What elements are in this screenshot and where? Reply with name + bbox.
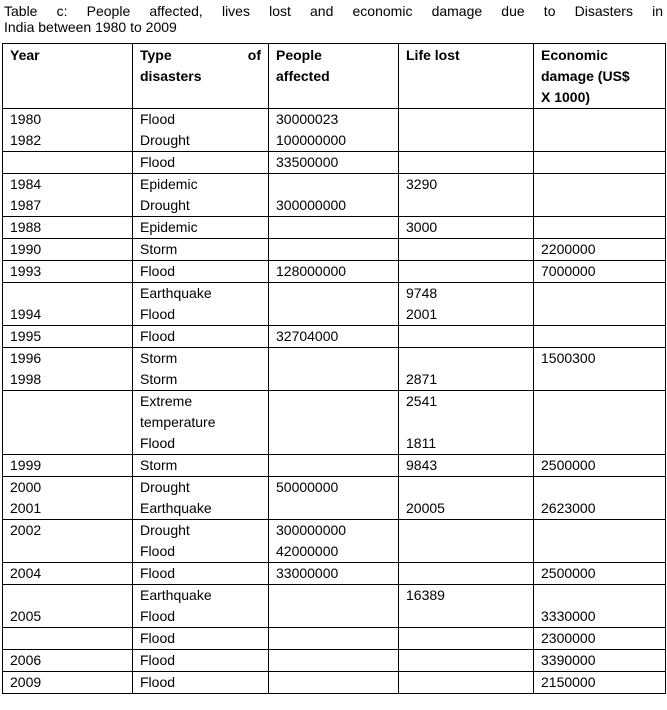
cell-line: 2500000 [541,565,596,581]
cell-line [276,455,391,476]
cell-line [276,304,391,325]
cell-damage [534,174,666,217]
cell-line [406,563,526,584]
cell-line [406,477,526,498]
cell-life [399,391,534,455]
cell-line [10,283,125,304]
cell-line: 1998 [10,371,42,387]
cell-people [269,152,399,174]
cell-line: 2871 [406,371,438,387]
cell-line: Flood [140,652,176,668]
cell-line: 9843 [406,457,438,473]
cell-line [406,650,526,671]
cell-line: 2200000 [541,241,596,257]
cell-people [269,628,399,650]
cell-line: Drought [140,132,190,148]
col-header-type-line-1 [140,45,261,66]
cell-people [269,455,399,477]
cell-line: Flood [140,543,176,559]
cell-line: 2006 [10,652,42,668]
cell-line [406,326,526,347]
table-row [3,174,666,217]
cell-line [541,130,658,151]
cell-line: Flood [140,565,176,581]
cell-line [276,217,391,238]
cell-type [133,348,269,391]
cell-line [276,498,391,519]
cell-line [406,109,526,130]
cell-line: 2541 [406,393,438,409]
cell-damage [534,326,666,348]
cell-line: Flood [140,154,176,170]
table-caption [4,3,663,35]
cell-damage [534,477,666,520]
cell-type [133,152,269,174]
cell-line [541,412,658,433]
cell-line [541,585,658,606]
table-row [3,628,666,650]
cell-people [269,477,399,520]
col-header-people-line-2: affected [276,68,330,84]
cell-line [276,174,391,195]
cell-year [3,520,133,563]
cell-line: Storm [140,371,178,387]
cell-line [276,391,391,412]
cell-line: 2150000 [541,674,596,690]
cell-line: Drought [140,197,190,213]
cell-line: 1980 [10,111,42,127]
cell-line: 1984 [10,176,42,192]
caption-line-2: India between 1980 to 2009 [4,19,177,35]
cell-line [10,585,125,606]
table-row [3,348,666,391]
cell-line: Extreme [140,393,193,409]
col-header-life-label: Life lost [406,47,460,63]
table-row [3,391,666,455]
cell-damage [534,109,666,152]
cell-life [399,152,534,174]
col-header-damage [534,44,666,109]
cell-line [541,326,658,347]
cell-line: 1996 [10,350,42,366]
cell-line: 2004 [10,565,42,581]
cell-damage [534,261,666,283]
cell-line: Flood [140,674,176,690]
table-row [3,650,666,672]
cell-line: 20005 [406,500,445,516]
cell-line: Drought [140,479,190,495]
cell-line: 32704000 [276,328,339,344]
cell-line: Flood [140,111,176,127]
table-row [3,326,666,348]
cell-people [269,109,399,152]
cell-line [276,433,391,454]
cell-line: 2005 [10,608,42,624]
col-header-damage-line-1: Economic [541,47,608,63]
cell-line [10,391,125,412]
cell-life [399,239,534,261]
cell-line [541,109,658,130]
table-row [3,455,666,477]
cell-damage [534,348,666,391]
cell-line [406,606,526,627]
cell-type [133,239,269,261]
col-header-type [133,44,269,109]
cell-line: 33500000 [276,154,339,170]
cell-line: Flood [140,435,176,451]
cell-people [269,563,399,585]
cell-damage [534,239,666,261]
cell-life [399,261,534,283]
cell-line: Epidemic [140,219,198,235]
cell-year [3,152,133,174]
cell-year [3,585,133,628]
cell-line: 2001 [10,500,42,516]
caption-line-1: Table c: People affected, lives lost and economic damage due to Disasters in [4,3,663,19]
cell-line [406,130,526,151]
cell-line [406,628,526,649]
cell-people [269,217,399,239]
cell-line: 3290 [406,176,438,192]
cell-line [276,239,391,260]
cell-line: 3000 [406,219,438,235]
cell-type [133,563,269,585]
cell-line: 1994 [10,306,42,322]
cell-line: 1990 [10,241,42,257]
cell-line: Earthquake [140,500,212,516]
table-row [3,477,666,520]
cell-people [269,239,399,261]
cell-line [541,152,658,173]
cell-people [269,326,399,348]
cell-line [276,348,391,369]
col-header-people [269,44,399,109]
cell-line [10,152,125,173]
cell-line: Flood [140,328,176,344]
cell-line: 1995 [10,328,42,344]
cell-line: 9748 [406,285,438,301]
cell-people [269,672,399,694]
cell-people [269,650,399,672]
cell-line [10,412,125,433]
cell-line [541,369,658,390]
cell-line: 2000 [10,479,42,495]
cell-year [3,563,133,585]
cell-line: 128000000 [276,263,347,279]
cell-line [406,520,526,541]
cell-people [269,391,399,455]
cell-life [399,585,534,628]
col-header-damage-line-3: X 1000) [541,89,591,105]
cell-life [399,109,534,152]
table-body [3,109,666,694]
cell-line: Flood [140,630,176,646]
cell-line [276,672,391,693]
cell-line: 300000000 [276,522,347,538]
cell-year [3,109,133,152]
cell-line: Earthquake [140,285,212,301]
cell-year [3,477,133,520]
cell-year [3,283,133,326]
cell-line: 1993 [10,263,42,279]
cell-line: Drought [140,522,190,538]
cell-line [406,348,526,369]
cell-line [541,541,658,562]
cell-type [133,391,269,455]
table-row [3,239,666,261]
col-header-life [399,44,534,109]
cell-life [399,563,534,585]
cell-line: Storm [140,350,178,366]
cell-year [3,672,133,694]
cell-line [276,628,391,649]
cell-type [133,455,269,477]
cell-line [406,261,526,282]
cell-line: Epidemic [140,176,198,192]
table-row [3,585,666,628]
cell-line [276,606,391,627]
cell-line [10,628,125,649]
cell-line [541,477,658,498]
cell-damage [534,672,666,694]
cell-life [399,628,534,650]
cell-line [276,369,391,390]
cell-people [269,261,399,283]
cell-life [399,283,534,326]
cell-line [541,174,658,195]
cell-type [133,283,269,326]
cell-people [269,348,399,391]
cell-line: 2001 [406,306,438,322]
cell-year [3,391,133,455]
cell-life [399,348,534,391]
cell-damage [534,217,666,239]
cell-line: 1982 [10,132,42,148]
cell-year [3,261,133,283]
cell-line: 3390000 [541,652,596,668]
cell-year [3,239,133,261]
cell-line: temperature [140,414,216,430]
cell-damage [534,585,666,628]
cell-damage [534,283,666,326]
cell-type [133,174,269,217]
cell-type [133,109,269,152]
cell-type [133,520,269,563]
cell-line [406,672,526,693]
col-header-type-word-2: of [247,47,261,63]
cell-people [269,283,399,326]
cell-line [541,391,658,412]
cell-damage [534,628,666,650]
cell-line: 2623000 [541,500,596,516]
cell-line: 1500300 [541,350,596,366]
cell-line [406,239,526,260]
cell-line: 42000000 [276,543,339,559]
cell-line: 2500000 [541,457,596,473]
cell-life [399,326,534,348]
cell-damage [534,391,666,455]
table-row [3,261,666,283]
cell-year [3,348,133,391]
cell-people [269,520,399,563]
col-header-people-line-1: People [276,47,322,63]
cell-damage [534,563,666,585]
cell-type [133,628,269,650]
cell-type [133,217,269,239]
cell-people [269,174,399,217]
cell-people [269,585,399,628]
cell-line [541,283,658,304]
cell-line: 2009 [10,674,42,690]
cell-line: 100000000 [276,132,347,148]
cell-life [399,455,534,477]
cell-year [3,650,133,672]
cell-line: 1999 [10,457,42,473]
cell-line: 2002 [10,522,42,538]
table-row [3,520,666,563]
cell-line: 2300000 [541,630,596,646]
table-row [3,672,666,694]
col-header-year-label: Year [10,47,40,63]
table-row [3,152,666,174]
cell-type [133,326,269,348]
table-row [3,563,666,585]
cell-line [10,433,125,454]
cell-line [541,520,658,541]
cell-year [3,455,133,477]
table-row [3,217,666,239]
cell-line: Storm [140,241,178,257]
cell-damage [534,650,666,672]
cell-line [406,541,526,562]
table-row [3,283,666,326]
disasters-table [2,43,666,694]
cell-line: 33000000 [276,565,339,581]
cell-year [3,217,133,239]
cell-line: 16389 [406,587,445,603]
cell-line: 300000000 [276,197,347,213]
cell-type [133,672,269,694]
col-header-type-line-2: disasters [140,68,202,84]
cell-life [399,477,534,520]
cell-type [133,261,269,283]
cell-damage [534,520,666,563]
cell-line: Flood [140,608,176,624]
cell-type [133,585,269,628]
cell-line [276,650,391,671]
cell-life [399,174,534,217]
col-header-damage-line-2: damage (US$ [541,68,630,84]
cell-line [541,217,658,238]
table-row [3,109,666,152]
cell-line: Storm [140,457,178,473]
cell-damage [534,152,666,174]
cell-type [133,650,269,672]
cell-life [399,217,534,239]
col-header-year [3,44,133,109]
cell-type [133,477,269,520]
cell-life [399,650,534,672]
cell-line: Earthquake [140,587,212,603]
cell-line: 50000000 [276,479,339,495]
cell-line: 30000023 [276,111,339,127]
cell-line [276,283,391,304]
cell-line: 1811 [406,435,437,451]
cell-life [399,672,534,694]
cell-line [541,433,658,454]
cell-line [276,585,391,606]
cell-life [399,520,534,563]
cell-line: Flood [140,263,176,279]
cell-line [406,195,526,216]
cell-line [276,412,391,433]
cell-line [541,304,658,325]
cell-line: 1987 [10,197,42,213]
cell-line: 7000000 [541,263,596,279]
cell-year [3,628,133,650]
cell-line: 1988 [10,219,42,235]
cell-line [406,412,526,433]
cell-line [406,152,526,173]
cell-year [3,174,133,217]
cell-line [10,541,125,562]
cell-line: 3330000 [541,608,596,624]
cell-line [541,195,658,216]
header-row [3,44,666,109]
cell-line: Flood [140,306,176,322]
col-header-type-word-1: Type [140,47,172,63]
cell-damage [534,455,666,477]
cell-year [3,326,133,348]
